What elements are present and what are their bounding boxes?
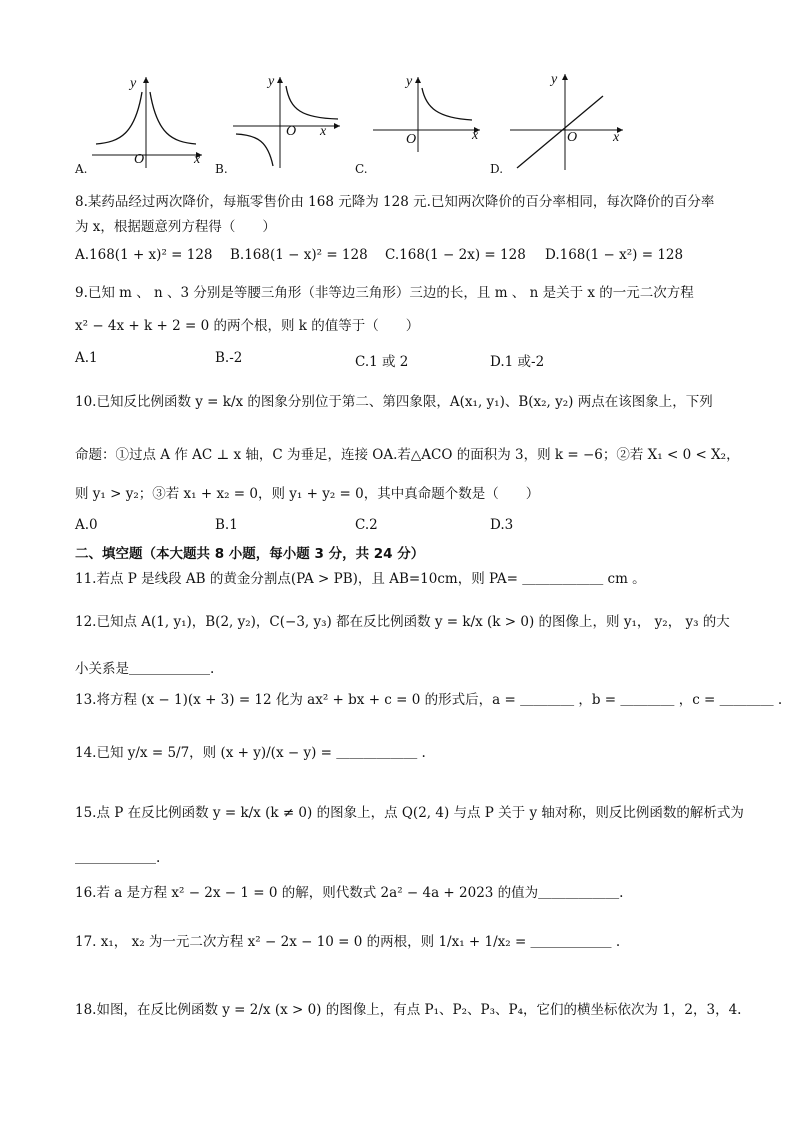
graph-b-origin: O: [286, 124, 297, 139]
graph-c-figure: [368, 72, 498, 172]
q12-line2: 小关系是＿＿＿＿＿＿.: [75, 661, 215, 677]
graph-b-label: B.: [215, 162, 228, 176]
graph-c-label: C.: [355, 162, 368, 176]
q8-line2: 为 x，根据题意列方程得（ ）: [75, 219, 276, 235]
q8-option-c: C.168(1 − 2x) = 128: [385, 247, 526, 263]
q10-line2: 命题：①过点 A 作 AC ⊥ x 轴，C 为垂足，连接 OA.若△ACO 的面积为 3，则 k = −6；②若 X₁ < 0 < X₂，: [75, 447, 740, 463]
q17-text: 17. x₁， x₂ 为一元二次方程 x² − 2x − 10 = 0 的两根，则 1/x₁ + 1/x₂ = ＿＿＿＿＿＿ .: [75, 934, 621, 950]
graph-a: [80, 72, 210, 172]
q8-option-a: A.168(1 + x)² = 128: [75, 247, 213, 263]
q8-option-b: B.168(1 − x)² = 128: [230, 247, 368, 263]
graph-a-label: A.: [75, 162, 88, 176]
q12-line1: 12.已知点 A(1, y₁)，B(2, y₂)，C(−3, y₃) 都在反比例函数 y = k/x (k > 0) 的图像上，则 y₁， y₂， y₃ 的大: [75, 614, 730, 630]
q10-option-b: B.1: [215, 517, 238, 533]
graph-d-xlabel: x: [613, 130, 620, 145]
graph-b-ylabel: y: [268, 74, 275, 89]
q9-option-c: C.1 或 2: [355, 354, 409, 370]
graph-c-xlabel: x: [472, 128, 479, 143]
q11-text: 11.若点 P 是线段 AB 的黄金分割点(PA > PB)，且 AB=10cm，则 PA= ＿＿＿＿＿＿ cm 。: [75, 571, 646, 587]
q10-option-d: D.3: [490, 517, 514, 533]
q14-text: 14.已知 y/x = 5/7，则 (x + y)/(x − y) = ＿＿＿＿＿＿ .: [75, 745, 426, 761]
q10-line1: 10.已知反比例函数 y = k/x 的图象分别位于第二、第四象限，A(x₁, y₁)、B(x₂, y₂) 两点在该图象上，下列: [75, 394, 713, 410]
q9-line2: x² − 4x + k + 2 = 0 的两个根，则 k 的值等于（ ）: [75, 318, 420, 334]
graph-d: [505, 70, 635, 172]
graph-c-ylabel: y: [406, 74, 413, 89]
graph-d-label: D.: [490, 162, 504, 176]
graph-b: [228, 72, 358, 172]
graph-c: [368, 72, 498, 172]
graph-d-ylabel: y: [551, 72, 558, 87]
q10-line3: 则 y₁ > y₂；③若 x₁ + x₂ = 0，则 y₁ + y₂ = 0，其中真命题个数是（ ）: [75, 486, 540, 502]
graph-b-xlabel: x: [320, 124, 327, 139]
graph-d-figure: [505, 70, 635, 172]
graph-b-figure: [228, 72, 358, 172]
q15-line2: ＿＿＿＿＿＿.: [75, 850, 161, 866]
graph-a-figure: [80, 72, 210, 172]
q9-option-b: B.-2: [215, 350, 243, 366]
q9-option-d: D.1 或-2: [490, 354, 545, 370]
q8-option-d: D.168(1 − x²) = 128: [545, 247, 684, 263]
graph-d-origin: O: [567, 130, 578, 145]
q9-line1: 9.已知 m 、 n 、3 分别是等腰三角形（非等边三角形）三边的长，且 m 、 n 是关于 x 的一元二次方程: [75, 285, 694, 301]
q9-option-a: A.1: [75, 350, 98, 366]
q13-text: 13.将方程 (x − 1)(x + 3) = 12 化为 ax² + bx + c = 0 的形式后，a = ＿＿＿＿ ，b = ＿＿＿＿ ，c = ＿＿＿＿ .: [75, 692, 783, 708]
graph-c-origin: O: [406, 132, 417, 147]
q15-line1: 15.点 P 在反比例函数 y = k/x (k ≠ 0) 的图象上，点 Q(2, 4) 与点 P 关于 y 轴对称，则反比例函数的解析式为: [75, 805, 744, 821]
graph-a-origin: O: [134, 152, 145, 167]
section-fill-blank-title: 二、填空题（本大题共 8 小题，每小题 3 分，共 24 分）: [75, 546, 425, 562]
q8-line1: 8.某药品经过两次降价，每瓶零售价由 168 元降为 128 元.已知两次降价的百分率相同，每次降价的百分率: [75, 194, 715, 210]
q18-text: 18.如图，在反比例函数 y = 2/x (x > 0) 的图像上，有点 P₁、P₂、P₃、P₄，它们的横坐标依次为 1，2，3，4.: [75, 1002, 742, 1018]
q16-text: 16.若 a 是方程 x² − 2x − 1 = 0 的解，则代数式 2a² − 4a + 2023 的值为＿＿＿＿＿＿.: [75, 885, 624, 901]
graph-a-ylabel: y: [130, 76, 137, 91]
q10-option-a: A.0: [75, 517, 98, 533]
graph-a-xlabel: x: [194, 152, 201, 167]
q10-option-c: C.2: [355, 517, 378, 533]
